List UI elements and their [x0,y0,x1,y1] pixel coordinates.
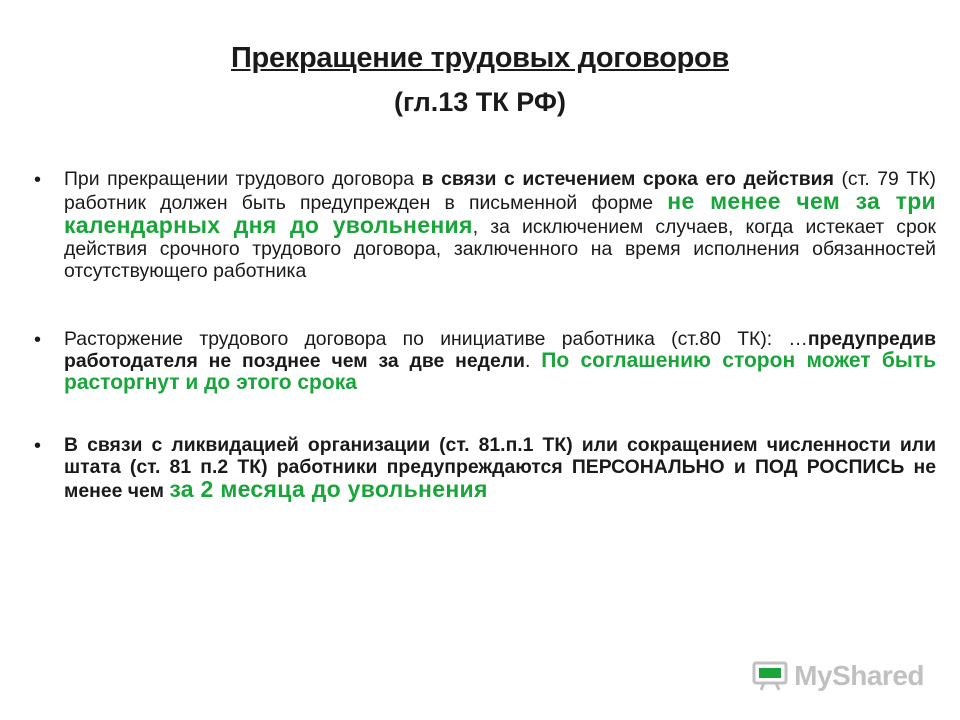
emphasis-text: В связи с ликвидацией организации (ст. 81.п.1 ТК) или сокращением численности или штата (ст. 81 п.2 ТК) работники предупреждаются ПЕРСОНАЛЬНО и ПОД РОСПИСЬ не менее чем [64,434,936,502]
list-item [34,434,936,502]
list-item [34,328,936,394]
text-run: Расторжение трудового договора по инициативе работника (ст.80 ТК): … [64,328,808,350]
bullet-icon: • [34,329,42,351]
text-run: (ст. 79 ТК) работник должен быть предупрежден в письменной форме [64,168,936,214]
slide-subtitle: (гл.13 ТК РФ) [394,87,566,117]
text-run: При прекращении трудового договора [64,168,422,190]
watermark-logo [752,660,924,692]
emphasis-text: в связи с истечением срока его действия [421,168,834,190]
list-item [34,168,937,282]
watermark-text: MyShared [794,660,924,691]
text-run: . [524,350,542,372]
text-run: , за исключением случаев, когда истекает срок действия срочного трудового договора, заключенного на время исполнения обязанностей отсутствующего работника [64,216,937,282]
bullet-list [34,168,937,502]
bullet-icon: • [34,435,42,457]
emphasis-text: предупредив работодателя не позднее чем за две недели [64,328,936,372]
bullet-icon: • [34,169,42,191]
highlight-text: не менее чем за три календарных дня до увольнения [64,188,936,238]
highlight-text: По соглашению сторон может быть расторгнут и до этого срока [64,349,936,394]
highlight-text: за 2 месяца до увольнения [169,476,488,502]
title-block [0,38,960,122]
slide-title: Прекращение трудовых договоров [231,42,729,74]
chalkboard-icon [752,661,788,691]
